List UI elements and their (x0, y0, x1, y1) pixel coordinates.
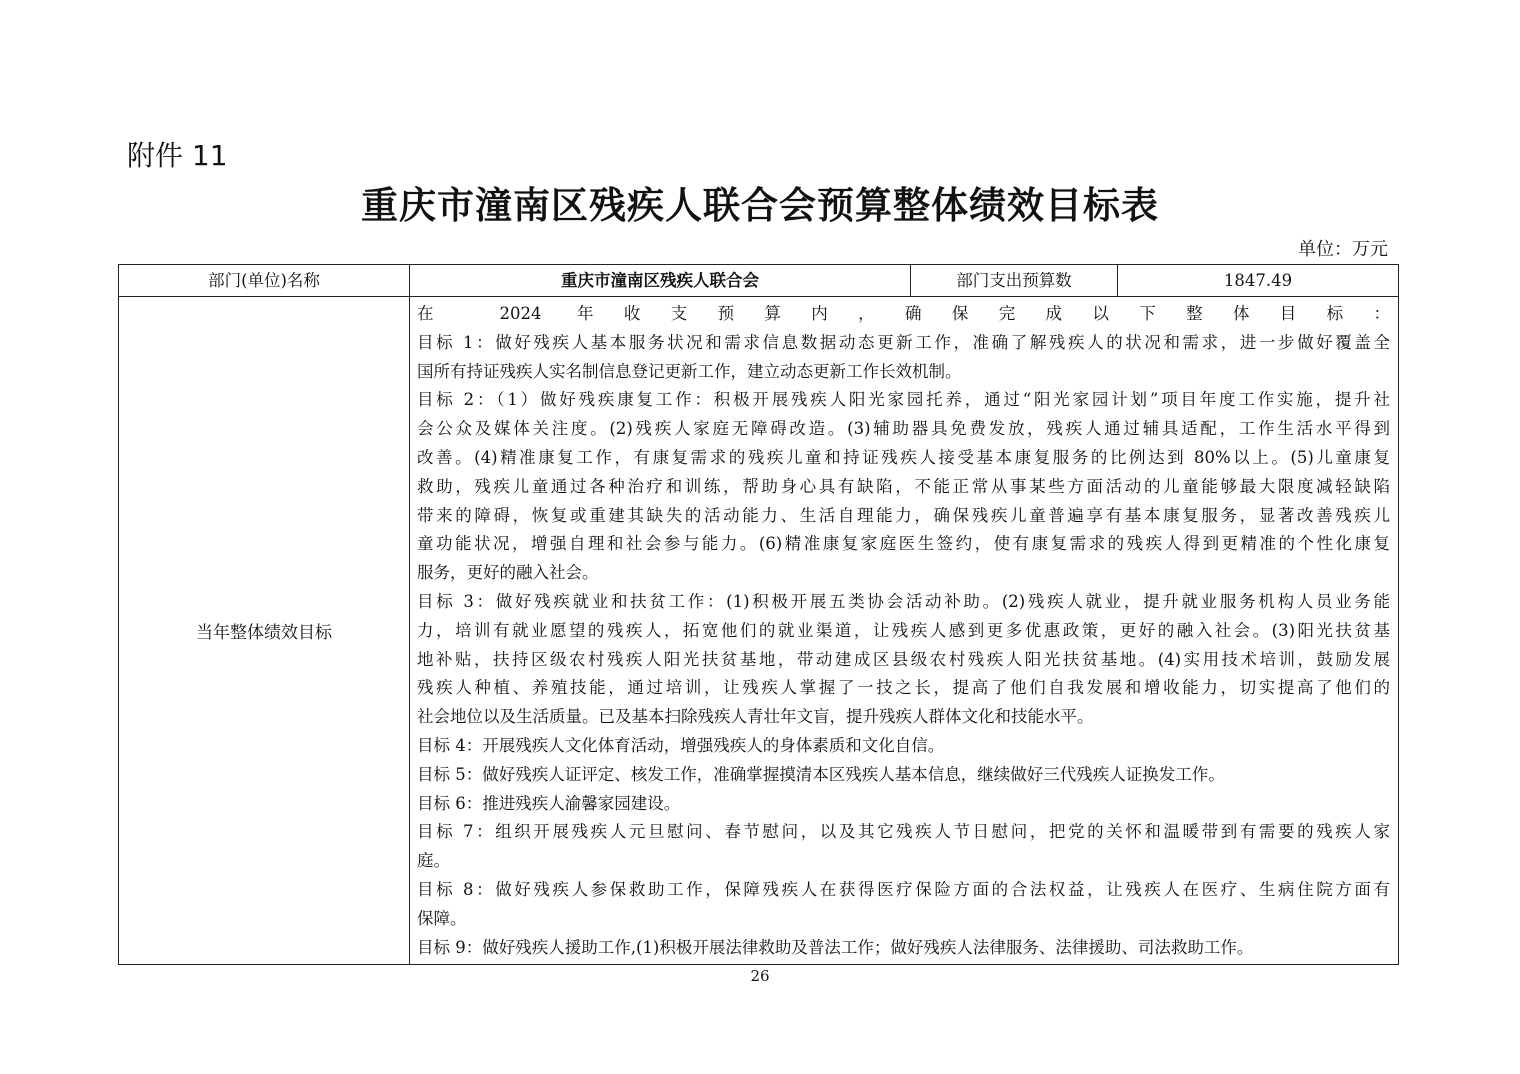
budget-label-cell: 部门支出预算数 (911, 265, 1118, 297)
goal-line: 目标 6：推进残疾人渝馨家园建设。 (417, 793, 681, 813)
goal-row (119, 297, 1399, 965)
goal-line: 童功能状况，增强自理和社会参与能力。(6)精准康复家庭医生签约，使有康复需求的残疾人得到更精准的个性化康复 (417, 534, 1390, 554)
goal-line: 保障。 (417, 908, 467, 928)
goal-line: 目标 1：做好残疾人基本服务状况和需求信息数据动态更新工作，准确了解残疾人的状况和需求，进一步做好覆盖全 (417, 332, 1390, 352)
goal-line: 救助，残疾儿童通过各种治疗和训练，帮助身心具有缺陷，不能正常从事某些方面活动的儿童能够最大限度减轻缺陷 (417, 476, 1390, 496)
table-header-row (119, 265, 1399, 297)
goal-line: 地补贴，扶持区级农村残疾人阳光扶贫基地，带动建成区县级农村残疾人阳光扶贫基地。(4)实用技术培训，鼓励发展 (417, 649, 1390, 669)
goal-line: 在 2024 年收支预算内，确保完成以下整体目标： (417, 304, 1390, 323)
goal-line: 残疾人种植、养殖技能，通过培训，让残疾人掌握了一技之长，提高了他们自我发展和增收能力，切实提高了他们的 (417, 678, 1390, 698)
goal-line: 社会地位以及生活质量。已及基本扫除残疾人青壮年文盲，提升残疾人群体文化和技能水平。 (417, 707, 1094, 727)
goal-line: 目标 9：做好残疾人援助工作,(1)积极开展法律救助及普法工作；做好残疾人法律服务、法律援助、司法救助工作。 (417, 937, 1254, 957)
dept-name-cell: 重庆市潼南区残疾人联合会 (410, 265, 911, 297)
goal-line: 庭。 (417, 851, 450, 871)
goal-line: 改善。(4)精准康复工作，有康复需求的残疾儿童和持证残疾人接受基本康复服务的比例达到 80%以上。(5)儿童康复 (417, 447, 1390, 467)
goal-line: 带来的障碍，恢复或重建其缺失的活动能力、生活自理能力，确保残疾儿童普遍享有基本康复服务，显著改善残疾儿 (417, 505, 1390, 525)
goal-line: 目标 5：做好残疾人证评定、核发工作，准确掌握摸清本区残疾人基本信息，继续做好三代残疾人证换发工作。 (417, 764, 1225, 784)
budget-value-cell: 1847.49 (1118, 265, 1399, 297)
goal-label-cell: 当年整体绩效目标 (119, 297, 410, 965)
goal-line: 目标 2：（1）做好残疾康复工作：积极开展残疾人阳光家园托养，通过“阳光家园计划”项目年度工作实施，提升社 (417, 390, 1390, 410)
unit-note: 单位：万元 (1298, 239, 1388, 260)
dept-label-cell: 部门(单位)名称 (119, 265, 410, 297)
goal-line: 目标 7：组织开展残疾人元旦慰问、春节慰问，以及其它残疾人节日慰问，把党的关怀和温暖带到有需要的残疾人家 (417, 822, 1390, 842)
goal-line: 目标 4：开展残疾人文化体育活动，增强残疾人的身体素质和文化自信。 (417, 735, 945, 755)
goal-line: 目标 3：做好残疾就业和扶贫工作：(1)积极开展五类协会活动补助。(2)残疾人就业，提升就业服务机构人员业务能 (417, 591, 1390, 611)
goal-line: 会公众及媒体关注度。(2)残疾人家庭无障碍改造。(3)辅助器具免费发放，残疾人通过辅具适配，工作生活水平得到 (417, 419, 1390, 439)
goal-line: 目标 8：做好残疾人参保救助工作，保障残疾人在获得医疗保险方面的合法权益，让残疾人在医疗、生病住院方面有 (417, 879, 1390, 899)
page-title: 重庆市潼南区残疾人联合会预算整体绩效目标表 (361, 183, 1159, 227)
goal-content-cell (410, 297, 1399, 965)
goal-line: 服务，更好的融入社会。 (417, 563, 599, 583)
page-number: 26 (750, 967, 770, 985)
attachment-label: 附件 11 (127, 139, 228, 172)
goal-line: 国所有持证残疾人实名制信息登记更新工作，建立动态更新工作长效机制。 (417, 361, 962, 381)
goal-line: 力，培训有就业愿望的残疾人，拓宽他们的就业渠道，让残疾人感到更多优惠政策，更好的融入社会。(3)阳光扶贫基 (417, 620, 1390, 640)
performance-target-table (118, 264, 1399, 965)
